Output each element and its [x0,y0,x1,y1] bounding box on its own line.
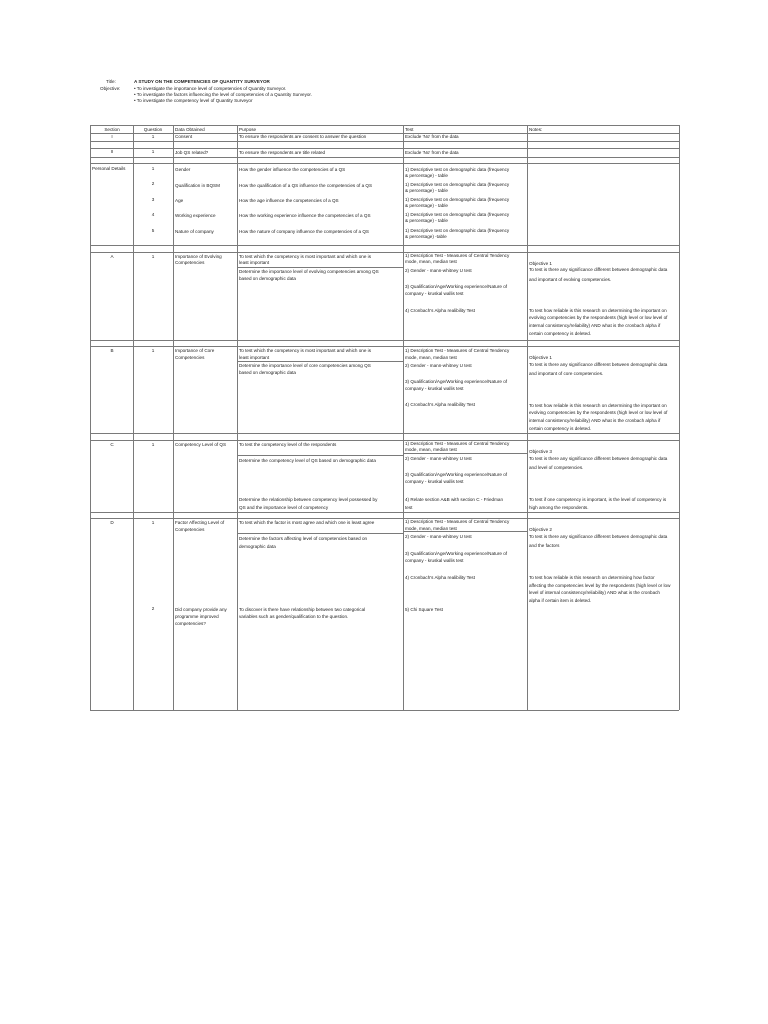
question-cell: 3 [151,197,155,202]
data-cell: Did company provide any [175,607,227,612]
purpose-cell: To test which the competency is most important and which one is [239,348,372,353]
notes-cell: certain competency is deleted. [529,331,592,336]
test-cell: 1) Descriptive test on demographic data (frequency [405,212,510,217]
test-cell: 2) Gender - mann-whitney U test [405,534,472,539]
section-cell: A [110,254,114,259]
notes-cell: and important of core competencies. [529,371,604,376]
notes-cell: To test is there any significance different between demographic data [529,534,668,539]
purpose-cell: Determine the competency level of QS based on demographic data [239,458,376,463]
test-cell: mode, mean, median test [405,447,457,452]
test-cell: mode, mean, median test [405,526,457,531]
data-cell: Competencies [175,260,205,265]
test-cell: 1) Description Test - Measures of Central Tendency [405,253,510,258]
data-cell: Working experience [175,213,216,218]
section-cell: I [111,134,113,139]
notes-cell: To test is there any significance different between demographic data [529,362,668,367]
data-cell: Consent [175,134,193,139]
test-cell: 2) Gender - mann-whitney U test [405,456,472,461]
test-cell: & percentage) - table [405,173,448,178]
purpose-cell: How the nature of company influence the competencies of a QS [239,229,369,234]
purpose-cell: To test the competency level of the respondents [239,442,337,447]
test-cell: & percentage) -table [405,234,447,239]
purpose-cell: QS and the importance level of competency [239,505,329,510]
document-title: A STUDY ON THE COMPETENCIES OF QUANTITY SURVEYOR [134,79,270,84]
purpose-cell: least important [239,355,270,360]
test-cell: 1) Description Test - Measures of Central Tendency [405,441,510,446]
column-header-test: Test [405,127,414,132]
test-cell: 5) Chi Square Test [405,607,443,612]
test-cell: 3) Qualification/Age/Working experience/Nature of [405,284,508,289]
test-cell: company - kruskal wallis test [405,291,464,296]
test-cell: 4) Cronbach's Alpha realibility Test [405,308,475,313]
test-cell: company - kruskal wallis test [405,479,464,484]
data-cell: Importance of Evolving [175,254,222,259]
section-cell: D [110,520,114,525]
data-cell: Competencies [175,355,205,360]
section-cell: II [110,149,114,154]
notes-cell: Objective 1 [529,355,552,360]
column-header-question: Question [143,127,163,132]
purpose-cell: To discover is there have relationship between two categorical [239,607,366,612]
test-cell: 1) Description Test - Measures of Central Tendency [405,519,510,524]
data-cell: Competency Level of QS [175,442,227,447]
test-cell: 4) Cronbach's Alpha realibility Test [405,402,475,407]
purpose-cell: To ensure the respondents are title related [239,150,326,155]
data-cell: Importance of Core [175,348,215,353]
title-label: Title: [106,79,116,84]
notes-cell: To test is there any significance different between demographic data [529,267,668,272]
purpose-cell: How the qualification of a QS influence the competencies of a QS [239,183,373,188]
purpose-cell: How the working experience influence the competencies of a QS [239,213,371,218]
purpose-cell: based on demographic data [239,276,296,281]
column-header-notes: Notes: [529,127,543,132]
purpose-cell: Determine the importance level of evolving competencies among QS [239,269,379,274]
notes-cell: level of internal consistency/reliability) AND what is the cronbach [529,590,660,595]
objective-item: • To investigate the competency level of Quantity Surveyor [134,98,253,103]
data-cell: programme improved [175,614,219,619]
test-cell: Exclude 'No' from the data [405,134,459,139]
data-cell: Gender [175,167,191,172]
purpose-cell: Determine the factors affecting level of competencies based on [239,536,368,541]
data-cell: Factor Affecting Level of [175,520,225,525]
section-cell: Personal Details [92,166,126,171]
question-cell: 1 [151,348,155,353]
test-cell: 2) Gender - mann-whitney U test [405,363,472,368]
test-cell: & percentage) - table [405,218,448,223]
column-header-purpose: Purpose [239,127,257,132]
section-cell: B [110,348,114,353]
notes-cell: internal consistency/reliability) AND what is the cronbach alpha if [529,418,661,423]
test-cell: & percentage) - table [405,203,448,208]
notes-cell: To test how reliable is this research on determining the important on [529,403,667,408]
test-cell: 3) Qualification/Age/Working experience/Nature of [405,472,508,477]
purpose-cell: To test which the competency is most important and which one is [239,254,372,259]
notes-cell: Objective 1 [529,261,552,266]
question-cell: 1 [151,166,155,171]
question-cell: 1 [151,442,155,447]
question-cell: 4 [151,212,155,217]
purpose-cell: based on demographic data [239,370,296,375]
test-cell: test [405,505,413,510]
test-cell: 1) Description Test - Measures of Central Tendency [405,348,510,353]
test-cell: 1) Descriptive test on demographic data (frequency [405,182,510,187]
purpose-cell: How the age influence the competencies of a QS [239,198,339,203]
notes-cell: and important of evolving competencies. [529,277,612,282]
notes-cell: high among the respondents. [529,505,589,510]
notes-cell: To test how reliable is this research on determining how factor [529,575,655,580]
notes-cell: affecting the competencies level by the respondents (high level or low [529,583,671,588]
test-cell: company - kruskal wallis test [405,386,464,391]
purpose-cell: demographic data [239,544,276,549]
data-cell: competencies? [175,621,206,626]
test-cell: mode, mean, median test [405,259,457,264]
question-cell: 1 [151,134,155,139]
data-cell: Age [175,198,184,203]
data-cell: Competencies [175,527,205,532]
question-cell: 5 [151,228,155,233]
test-cell: Exclude 'No' from the data [405,150,459,155]
test-cell: company - kruskal wallis test [405,558,464,563]
purpose-cell: How the gender influence the competencies of a QS [239,167,346,172]
data-cell: Nature of company [175,229,214,234]
notes-cell: and the factors [529,543,560,548]
question-cell: 1 [151,254,155,259]
column-header-data-obtained: Data Obtained [175,127,205,132]
question-cell: 1 [151,520,155,525]
purpose-cell: Determine the relationship between competency level possessed by [239,497,378,502]
test-cell: 1) Descriptive test on demographic data (frequency [405,228,510,233]
test-cell: 1) Descriptive test on demographic data (frequency [405,167,510,172]
test-cell: 4) Relate section A&B with section C - Friedman [405,497,504,502]
notes-cell: Objective 2 [529,527,552,532]
data-cell: Qualification in BQSM [175,183,220,188]
question-cell: 2 [151,606,155,611]
notes-cell: evolving competencies by the respondents (high level or low level of [529,315,668,320]
test-cell: 3) Qualification/Age/Working experience/Nature of [405,379,508,384]
objective-item: • To investigate the importance level of competencies of Quantity Surveyor. [134,86,287,91]
section-cell: C [110,442,114,447]
test-cell: mode, mean, median test [405,355,457,360]
notes-cell: Objective 3 [529,449,552,454]
test-cell: & percentage) - table [405,188,448,193]
test-cell: 1) Descriptive test on demographic data (frequency [405,197,510,202]
test-cell: 4) Cronbach's Alpha realibility Test [405,575,475,580]
purpose-cell: To test which the factor is most agree and which one is least agree [239,520,375,525]
notes-cell: and level of competencies. [529,465,584,470]
notes-cell: To test how reliable is this research on determining the important on [529,308,667,313]
purpose-cell: To ensure the respondents are consent to answer the question [239,134,367,139]
objective-item: • To investigate the factors influencing the level of competencies of a Quantity Surveyor. [134,92,312,97]
purpose-cell: Determine the importance level of core competencies among QS [239,363,371,368]
question-cell: 1 [151,149,155,154]
notes-cell: alpha if certain item is deleted. [529,598,592,603]
data-cell: Job QS related? [175,150,209,155]
column-header-section: Section [104,127,120,132]
notes-cell: internal consistency/reliability) AND what is the cronbach alpha if [529,323,661,328]
question-cell: 2 [151,181,155,186]
test-cell: 2) Gender - mann-whitney U test [405,268,472,273]
objective-label: Objective: [100,86,121,91]
notes-cell: evolving competencies by the respondents (high level or low level of [529,410,668,415]
purpose-cell: variables such as gender/qualification to the question. [239,614,349,619]
notes-cell: To test if one competency is important, is the level of competency is [529,497,667,502]
notes-cell: certain competency is deleted. [529,426,592,431]
test-cell: 3) Qualification/Age/Working experience/Nature of [405,551,508,556]
notes-cell: To test is there any significance different between demographic data [529,456,668,461]
purpose-cell: least important [239,260,270,265]
